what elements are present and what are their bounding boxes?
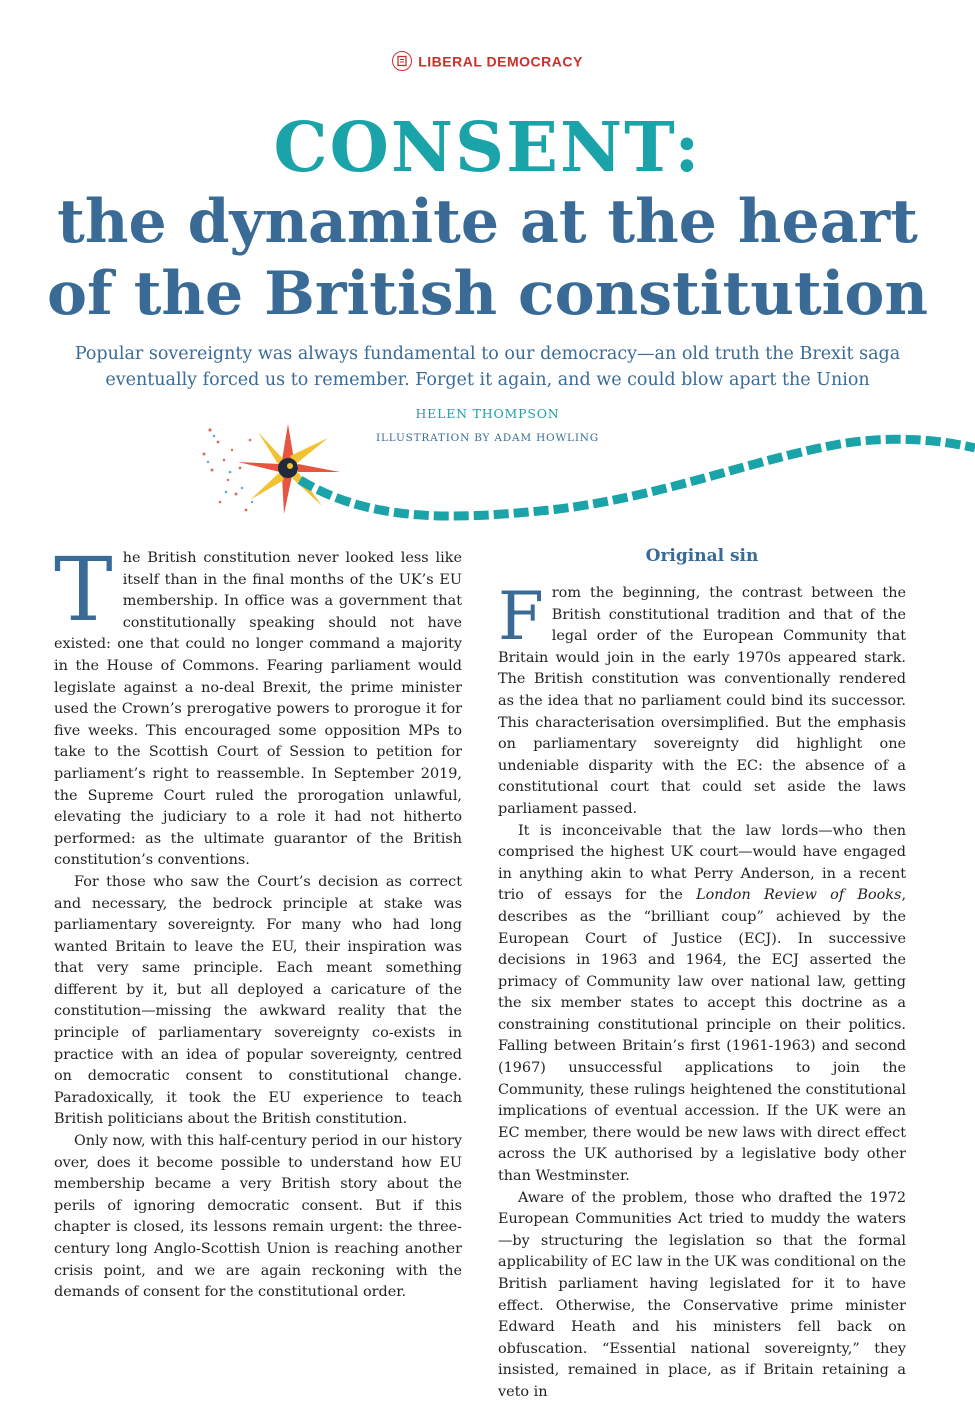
fuse-line <box>300 439 975 516</box>
paragraph <box>498 821 906 1188</box>
spark-dots-blue <box>207 435 253 504</box>
drop-cap: F <box>498 578 544 655</box>
headline-line-1: CONSENT: <box>273 108 702 188</box>
spark-burst <box>238 424 340 514</box>
left-column <box>54 538 462 1304</box>
publication-title: London Review of Books <box>696 887 902 904</box>
illustration-credit: ILLUSTRATION BY ADAM HOWLING <box>376 432 599 444</box>
paragraph: Only now, with this half-century period in our history over, does it become possible to understand how EU membership became a very British story about the perils of ignoring democratic consent. But if this chapter is closed, its lessons remain urgent: the three-century long Anglo-Scottish Union is reaching another crisis point, and we are again reckoning with the demands of consent for the constitutional order. <box>54 1133 462 1301</box>
drop-cap: T <box>54 538 113 641</box>
document-icon <box>392 51 412 71</box>
right-column <box>498 545 906 1404</box>
subheading: Original sin <box>645 546 759 566</box>
spark-dots <box>203 428 252 511</box>
paragraph: For those who saw the Court’s decision as correct and necessary, the bedrock principle at stake was parliamentary sovereignty. For many who had long wanted Britain to leave the EU, their inspiration was that very same principle. Each meant something different by it, but all deployed a caricature of the constitution—missing the awkward reality that the principle of parliamentary sovereignty co-exists in practice with an idea of popular sovereignty, centred on democratic consent to constitutional change. Paradoxically, it took the EU experience to teach British politicians about the British constitution. <box>54 873 462 1128</box>
paragraph-text: he British constitution never looked less like itself than in the final months of the UK’s EU membership. In office was a government that constitutionally speaking should not have existed: one that could no longer command a majority in the House of Commons. Fearing parliament would legislate against a no-deal Brexit, the prime minister used the Crown’s prerogative powers to prorogue it for five weeks. This encouraged some opposition MPs to take to the Scottish Court of Session to petition for parliament’s right to reassemble. In September 2019, the Supreme Court ruled the prorogation unlawful, elevating the judiciary to a role it had not hitherto performed: as the ultimate guarantor of the British constitution’s conventions. <box>54 550 462 869</box>
paragraph <box>54 538 462 872</box>
author-byline: HELEN THOMPSON <box>415 406 560 421</box>
section-tag <box>0 53 975 73</box>
section-label: LIBERAL DEMOCRACY <box>418 53 583 70</box>
headline-line-2: the dynamite at the heart <box>57 187 918 257</box>
paragraph-text: rom the beginning, the contrast between the British constitutional tradition and that of the legal order of the European Community that Britain would join in the early 1970s appeared stark. The British constitution was conventionally rendered as the idea that no parliament could bind its successor. This characterisation oversimplified. But the emphasis on parliamentary sovereignty did highlight one undeniable disparity with the EC: the absence of a constitutional court that could set aside the laws parliament passed. <box>498 585 906 817</box>
paragraph-text: , describes as the “brilliant coup” achieved by the European Court of Justice (ECJ). In successive decisions in 1963 and 1964, the ECJ asserted the primacy of Community law over national law, getting the six member states to accept this doctrine as a constraining constitutional principle on their politics. Falling between Britain’s first (1961-1963) and second (1967) unsuccessful applications to join the Community, these rulings heightened the constitutional implications of eventual accession. If the UK were an EC member, there would be new laws with direct effect across the UK authorised by a legislative body other than Westminster. <box>498 887 907 1185</box>
standfirst: Popular sovereignty was always fundamental to our democracy—an old truth the Brexit saga eventually forced us to remember. Forget it again, and we could blow apart the Union <box>74 344 901 390</box>
headline-line-3: of the British constitution <box>47 259 928 329</box>
paragraph-text: It is inconceivable that the law lords—who then comprised the highest UK court—would have engaged in anything akin to what Perry Anderson, in a recent trio of essays for the <box>498 822 906 904</box>
paragraph <box>498 578 906 821</box>
dynamite-fuse-illustration <box>190 410 975 535</box>
paragraph: Aware of the problem, those who drafted the 1972 European Communities Act tried to muddy the waters—by structuring the legislation so that the formal applicability of EC law in the UK was conditional on the British parliament having legislated for it to have effect. Otherwise, the Conservative prime minister Edward Heath and his ministers fell back on obfuscation. “Essential national sovereignty,” they insisted, remained in place, as if Britain retaining a veto in <box>498 1189 906 1400</box>
headline <box>0 110 975 330</box>
